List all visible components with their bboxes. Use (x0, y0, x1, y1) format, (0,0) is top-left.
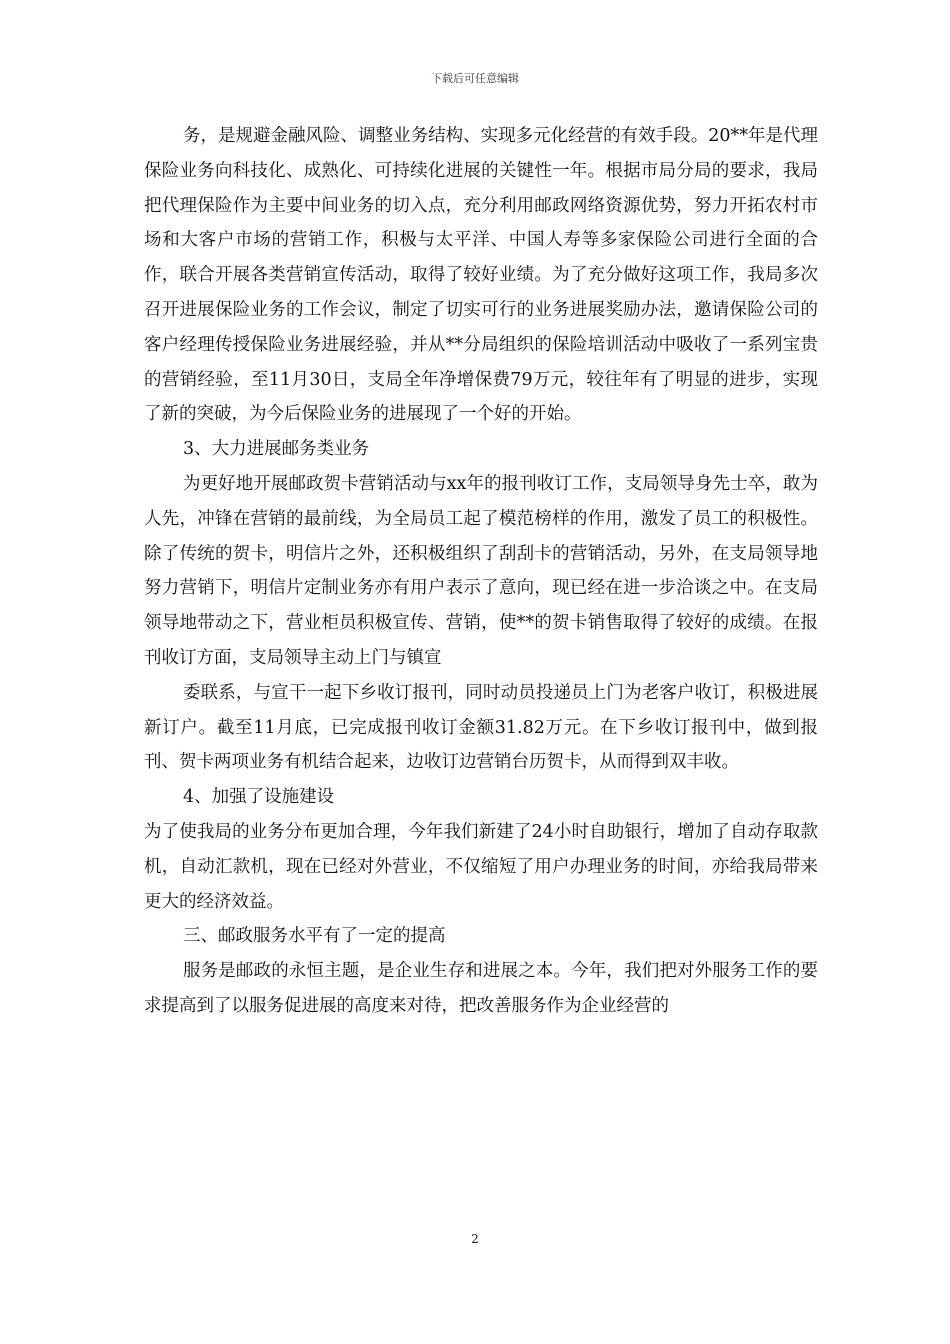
page-header: 下载后可任意编辑 (431, 72, 519, 85)
heading-facilities: 4、加强了设施建设 (183, 787, 335, 808)
heading-service-level: 三、邮政服务水平有了一定的提高 (183, 926, 446, 947)
document-body (144, 119, 818, 1024)
paragraph-service: 服务是邮政的永恒主题，是企业生存和进展之本。今年，我们把对外服务工作的要求提高到了以服务促进展的高度来对待，把改善服务作为企业经营的 (144, 961, 818, 1016)
paragraph-newspaper-subscription: 委联系，与宣干一起下乡收订报刊，同时动员投递员上门为老客户收订，积极进展新订户。截至11月底，已完成报刊收订金额31.82万元。在下乡收订报刊中，做到报刊、贺卡两项业务有机结合起来，边收订边营销台历贺卡，从而得到双丰收。 (144, 682, 818, 773)
paragraph-insurance: 务，是规避金融风险、调整业务结构、实现多元化经营的有效手段。20**年是代理保险业务向科技化、成熟化、可持续化进展的关键性一年。根据市局分局的要求，我局把代理保险作为主要中间业务的切入点，充分利用邮政网络资源优势，努力开拓农村市场和大客户市场的营销工作，积极与太平洋、中国人寿等多家保险公司进行全面的合作，联合开展各类营销宣传活动，取得了较好业绩。为了充分做好这项工作，我局多次召开进展保险业务的工作会议，制定了切实可行的业务进展奖励办法，邀请保险公司的客户经理传授保险业务进展经验，并从**分局组织的保险培训活动中吸收了一系列宝贵的营销经验，至11月30日，支局全年净增保费79万元，较往年有了明显的进步，实现了新的突破，为今后保险业务的进展现了一个好的开始。 (144, 126, 818, 425)
paragraph-self-service-bank: 为了使我局的业务分布更加合理，今年我们新建了24小时自助银行，增加了自动存取款机，自动汇款机，现在已经对外营业，不仅缩短了用户办理业务的时间，亦给我局带来更大的经济效益。 (144, 821, 818, 912)
page-number: 2 (471, 1232, 479, 1246)
heading-postal-business: 3、大力进展邮务类业务 (183, 439, 370, 460)
paragraph-greeting-cards: 为更好地开展邮政贺卡营销活动与xx年的报刊收订工作，支局领导身先士卒，敢为人先，冲锋在营销的最前线，为全局员工起了模范榜样的作用，激发了员工的积极性。除了传统的贺卡，明信片之外，还积极组织了刮刮卡的营销活动，另外，在支局领导地努力营销下，明信片定制业务亦有用户表示了意向，现已经在进一步洽谈之中。在支局领导地带动之下，营业柜员积极宣传、营销，使**的贺卡销售取得了较好的成绩。在报刊收订方面，支局领导主动上门与镇宣 (144, 473, 818, 668)
